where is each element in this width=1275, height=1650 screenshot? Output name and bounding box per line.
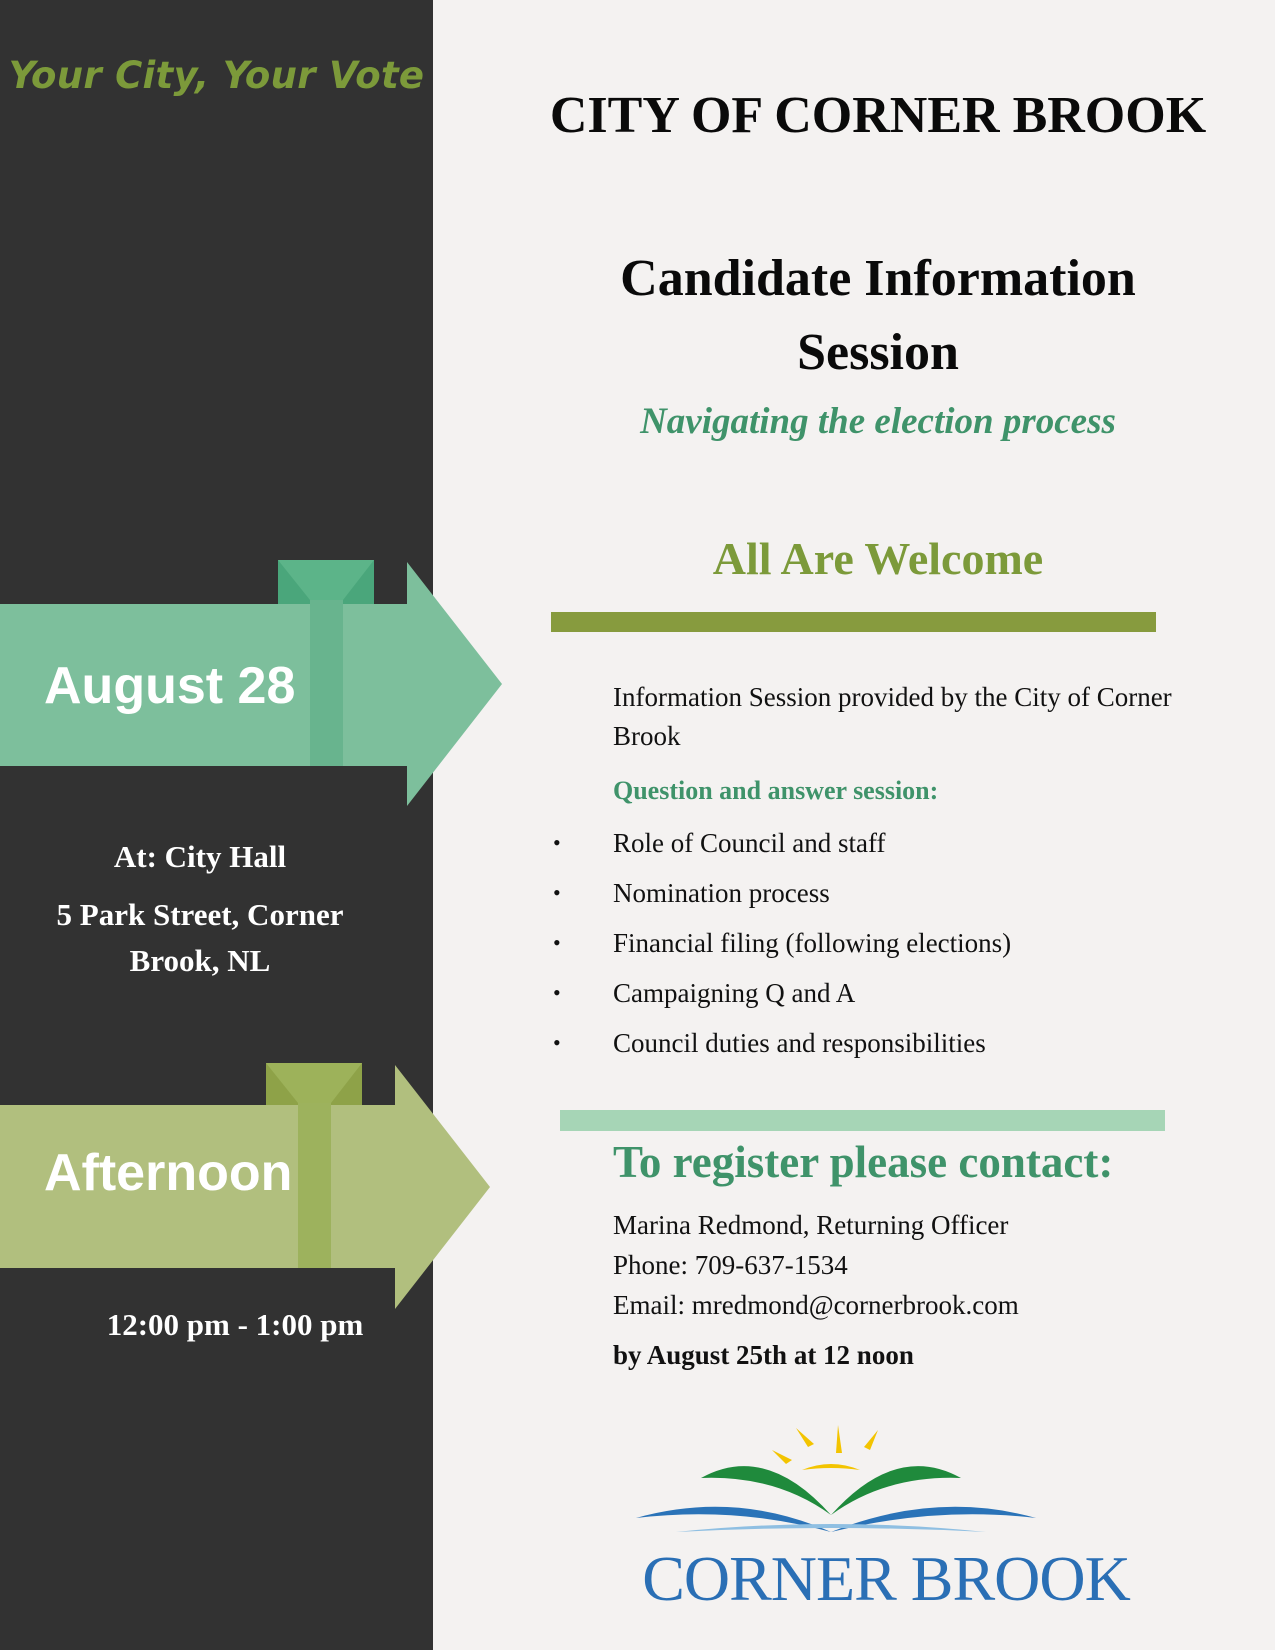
location-address: 5 Park Street, Corner Brook, NL xyxy=(56,897,344,978)
logo-text: CORNER BROOK xyxy=(642,1543,1130,1614)
list-item: • Nomination process xyxy=(551,868,1011,918)
main-content xyxy=(433,0,1275,1650)
list-item: • Campaigning Q and A xyxy=(551,968,1011,1018)
divider-olive xyxy=(551,612,1156,632)
registration-deadline: by August 25th at 12 noon xyxy=(613,1340,914,1370)
corner-brook-logo xyxy=(616,1420,1156,1620)
tagline: Your City, Your Vote xyxy=(8,54,425,97)
session-subtitle: Navigating the election process xyxy=(640,401,1116,442)
location-venue: At: City Hall xyxy=(113,839,287,874)
sidebar xyxy=(0,0,433,1650)
contact-phone: Phone: 709-637-1534 xyxy=(613,1250,848,1280)
divider-mint xyxy=(560,1110,1165,1131)
topics-list xyxy=(551,818,1011,1068)
time-of-day-label: Afternoon xyxy=(44,1144,293,1202)
list-item: • Council duties and responsibilities xyxy=(551,1018,1011,1068)
date-label: August 28 xyxy=(44,657,296,715)
session-title: Candidate Information Session xyxy=(620,250,1136,381)
sun-rays-icon xyxy=(772,1425,878,1470)
contact-email[interactable]: Email: mredmond@cornerbrook.com xyxy=(613,1290,1019,1320)
contact-name: Marina Redmond, Returning Officer xyxy=(613,1210,1009,1240)
time-range: 12:00 pm - 1:00 pm xyxy=(106,1307,364,1342)
register-heading: To register please contact: xyxy=(613,1137,1114,1187)
welcome-heading: All Are Welcome xyxy=(712,533,1044,584)
list-item: • Role of Council and staff xyxy=(551,818,1011,868)
intro-paragraph: Information Session provided by the City of Corner Brook xyxy=(613,682,1172,751)
qa-heading: Question and answer session: xyxy=(613,776,939,805)
city-title: CITY OF CORNER BROOK xyxy=(549,87,1207,144)
list-item: • Financial filing (following elections) xyxy=(551,918,1011,968)
